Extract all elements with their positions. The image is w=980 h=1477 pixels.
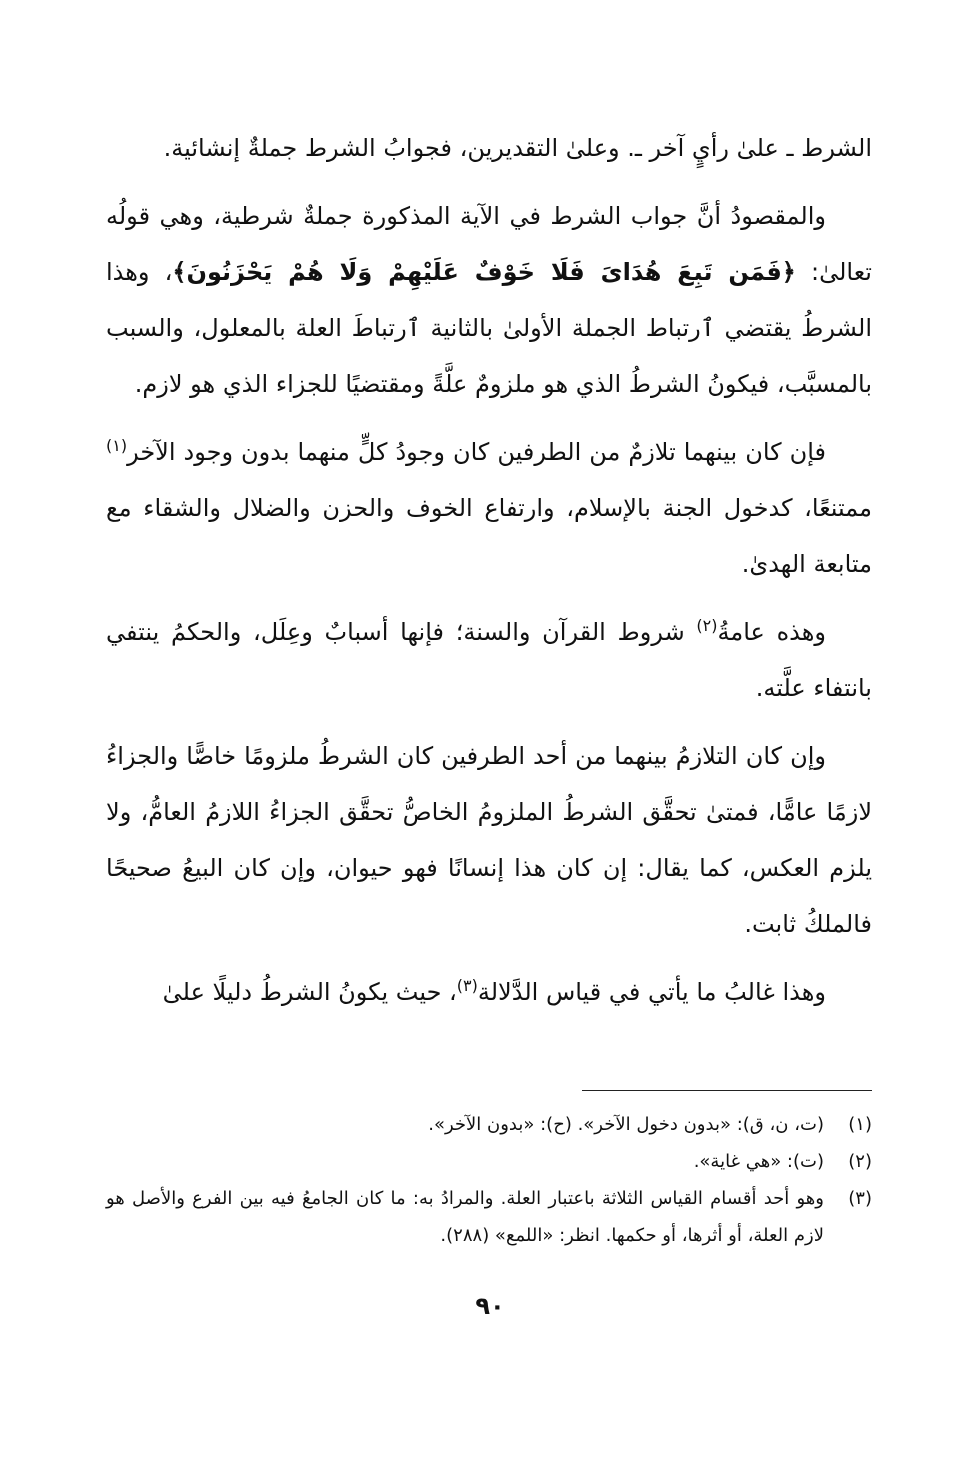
footnote-3-number: (٣) [848, 1188, 872, 1209]
footnote-2-number: (٢) [848, 1151, 872, 1172]
paragraph-4-text-end: شروط القرآن والسنة؛ فإنها أسبابٌ وعِلَل، والحكمُ ينتفي بانتفاء علَّته. [106, 618, 872, 702]
footnotes [106, 1106, 872, 1254]
paragraph-4-text-start: وهذه عامةُ [717, 618, 826, 646]
paragraph-2-text-start: والمقصودُ أنَّ جواب الشرط في الآية المذكورة جملةٌ شرطية، وهي قولُه تعالىٰ: [106, 202, 872, 286]
paragraph-5-text: وإن كان التلازمُ بينهما من أحد الطرفين كان الشرطُ ملزومًا خاصًّا والجزاءُ لازمًا عامًّا، فمتىٰ تحقَّق الشرطُ الملزومُ الخاصُّ تحقَّق الجزاءُ اللازمُ العامُّ، ولا يلزم العكس، كما يقال: إن كان هذا إنسانًا فهو حيوان، وإن كان البيعُ صحيحًا فالملكُ ثابت. [106, 742, 872, 938]
paragraph-2 [106, 188, 872, 412]
paragraph-4 [106, 604, 872, 716]
footnote-ref-1: (١) [106, 436, 128, 455]
footnote-ref-3: (٣) [456, 976, 478, 995]
footnote-3-text: وهو أحد أقسام القياس الثلاثة باعتبار العلة. والمرادُ به: ما كان الجامعُ فيه بين الفرع والأصل هو لازم العلة، أو أثرها، أو حكمها. انظر: «اللمع» (٢٨٨). [106, 1188, 824, 1246]
paragraph-1 [106, 120, 872, 176]
page-number: ٩٠ [475, 1292, 505, 1320]
footnote-2 [106, 1143, 872, 1180]
footnote-ref-2: (٢) [696, 616, 718, 635]
paragraph-6 [106, 964, 872, 1020]
footnote-2-text: (ت): «هي غاية». [693, 1151, 824, 1172]
paragraph-3 [106, 424, 872, 592]
main-text [106, 120, 872, 1032]
footnote-1-number: (١) [848, 1114, 872, 1135]
paragraph-5 [106, 728, 872, 952]
footnote-1 [106, 1106, 872, 1143]
paragraph-3-text-end: ممتنعًا، كدخول الجنة بالإسلام، وارتفاع الخوف والحزن والضلال والشقاء مع متابعة الهدىٰ. [106, 494, 872, 578]
footnote-1-text: (ت، ن، ق): «بدون دخول الآخر». (ح): «بدون الآخر». [428, 1114, 824, 1135]
quran-verse: ﴿فَمَن تَبِعَ هُدَاىَ فَلَا خَوْفٌ عَلَيْهِمْ وَلَا هُمْ يَحْزَنُونَ﴾ [172, 258, 796, 286]
paragraph-1-text: الشرط ـ علىٰ رأيٍ آخر ـ. وعلىٰ التقديرين، فجوابُ الشرط جملةٌ إنشائية. [163, 134, 872, 162]
paragraph-6-text-end: ، حيث يكونُ الشرطُ دليلًا علىٰ [162, 978, 457, 1006]
paragraph-6-text-start: وهذا غالبُ ما يأتي في قياس الدَّلالة [477, 978, 826, 1006]
footnote-3 [106, 1180, 872, 1254]
footnote-separator [582, 1090, 872, 1091]
paragraph-3-text-start: فإن كان بينهما تلازمٌ من الطرفين كان وجودُ كلٍّ منهما بدون وجود الآخر [127, 438, 826, 466]
paragraph-2-text-end: ، وهذا الشرطُ يقتضي ٱرتباط الجملة الأولىٰ بالثانية ٱرتباطَ العلة بالمعلول، والسبب بالمسبَّب، فيكونُ الشرطُ الذي هو ملزومٌ علَّةً ومقتضيًا للجزاء الذي هو لازم. [106, 258, 872, 398]
